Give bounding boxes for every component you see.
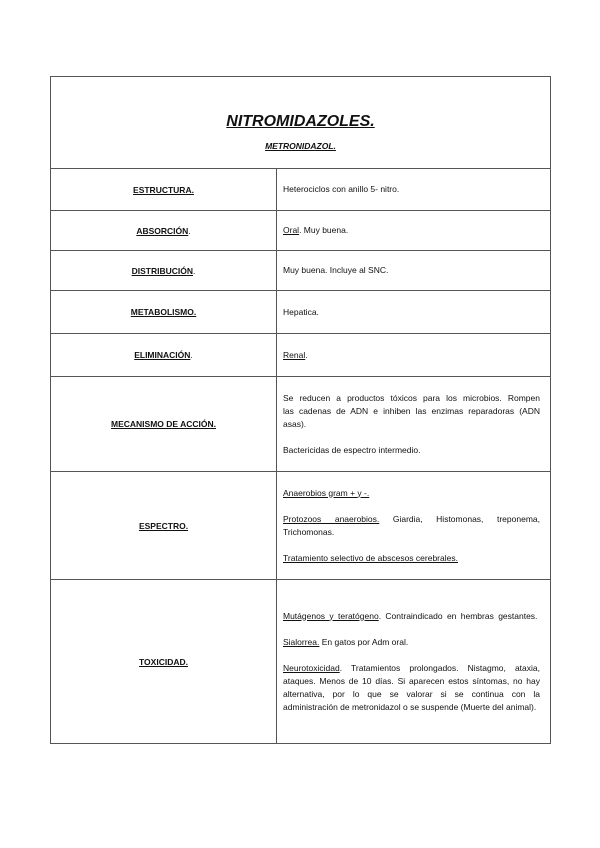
row-value: Heterociclos con anillo 5- nitro. xyxy=(283,184,400,194)
row-value-link: Oral xyxy=(283,225,300,235)
row-paragraph: Se reducen a productos tóxicos para los microbios. Rompen las cadenas de ADN e inhiben las enzimas reparadoras (ADN asas). xyxy=(283,392,540,429)
row-value-cell xyxy=(277,472,551,580)
table-row-estructura xyxy=(51,169,551,211)
row-label-cell xyxy=(51,377,277,472)
header-row xyxy=(51,77,551,169)
table-row-toxicidad xyxy=(51,580,551,744)
row-value-link: Renal xyxy=(283,349,306,360)
row-label: ESTRUCTURA. xyxy=(133,184,194,195)
row-value-cell xyxy=(277,211,551,251)
row-label: ABSORCIÓN xyxy=(136,225,189,236)
table-row-eliminacion xyxy=(51,334,551,377)
row-value-link: Sialorrea. xyxy=(283,636,320,647)
table-row-absorcion xyxy=(51,211,551,251)
row-value: . xyxy=(305,349,308,360)
table-row-metabolismo xyxy=(51,291,551,334)
row-value: En gatos por Adm oral. xyxy=(319,636,409,647)
row-value-link: Protozoos anaerobios. xyxy=(283,513,380,524)
header-cell xyxy=(51,77,551,169)
row-label: ESPECTRO. xyxy=(138,520,189,531)
row-value-cell xyxy=(277,377,551,472)
row-label-cell: ABSORCIÓN. xyxy=(51,211,277,251)
table-row-mecanismo xyxy=(51,377,551,472)
row-value-cell xyxy=(277,334,551,377)
row-label-cell: DISTRIBUCIÓN. xyxy=(51,251,277,291)
row-value: . Tratamientos prolongados. Nistagmo, ataxia, ataques. Menos de 10 días. Si aparecen estos síntomas, no hay alternativa, por lo que se valorar si se continua con la administración de metronidazol o se suspende (Muerte del animal). xyxy=(283,662,540,712)
row-paragraph: Tratamiento selectivo de abscesos cerebrales. xyxy=(283,552,458,563)
row-paragraph xyxy=(283,610,540,623)
row-value-cell xyxy=(277,251,551,291)
row-value-link: Mutágenos y teratógeno xyxy=(283,610,379,621)
row-value: Hepatica. xyxy=(283,306,319,317)
row-label-cell xyxy=(51,169,277,211)
row-value-link: Neurotoxicidad xyxy=(283,662,340,673)
row-label: METABOLISMO. xyxy=(130,307,197,317)
drug-info-table xyxy=(50,76,551,744)
row-label: DISTRIBUCIÓN xyxy=(131,265,193,276)
row-label: ELIMINACIÓN xyxy=(134,350,191,360)
row-label-cell xyxy=(51,291,277,334)
row-paragraph: Anaerobios gram + y -. xyxy=(283,487,370,498)
row-label: MECANISMO DE ACCIÓN. xyxy=(111,419,216,429)
row-value-cell xyxy=(277,580,551,744)
row-paragraph xyxy=(283,662,540,714)
document-title: NITROMIDAZOLES. xyxy=(226,112,375,130)
row-label-cell: ELIMINACIÓN. xyxy=(51,334,277,377)
row-label-cell xyxy=(51,580,277,744)
table-row-espectro xyxy=(51,472,551,580)
row-value-cell xyxy=(277,291,551,334)
row-value: Muy buena. Incluye al SNC. xyxy=(283,265,389,275)
row-paragraph: Bactericidas de espectro intermedio. xyxy=(283,444,421,455)
row-label-cell xyxy=(51,472,277,580)
row-paragraph xyxy=(283,513,540,539)
row-label: TOXICIDAD. xyxy=(139,656,188,667)
table-row-distribucion xyxy=(51,251,551,291)
row-value: Giardia, Histomonas, treponema, Trichomonas. xyxy=(283,513,540,537)
document-subtitle: METRONIDAZOL. xyxy=(265,140,336,151)
row-value: . Contraindicado en hembras gestantes. xyxy=(378,610,538,621)
row-paragraph xyxy=(283,636,540,649)
row-value-cell xyxy=(277,169,551,211)
row-value: . Muy buena. xyxy=(299,225,349,235)
